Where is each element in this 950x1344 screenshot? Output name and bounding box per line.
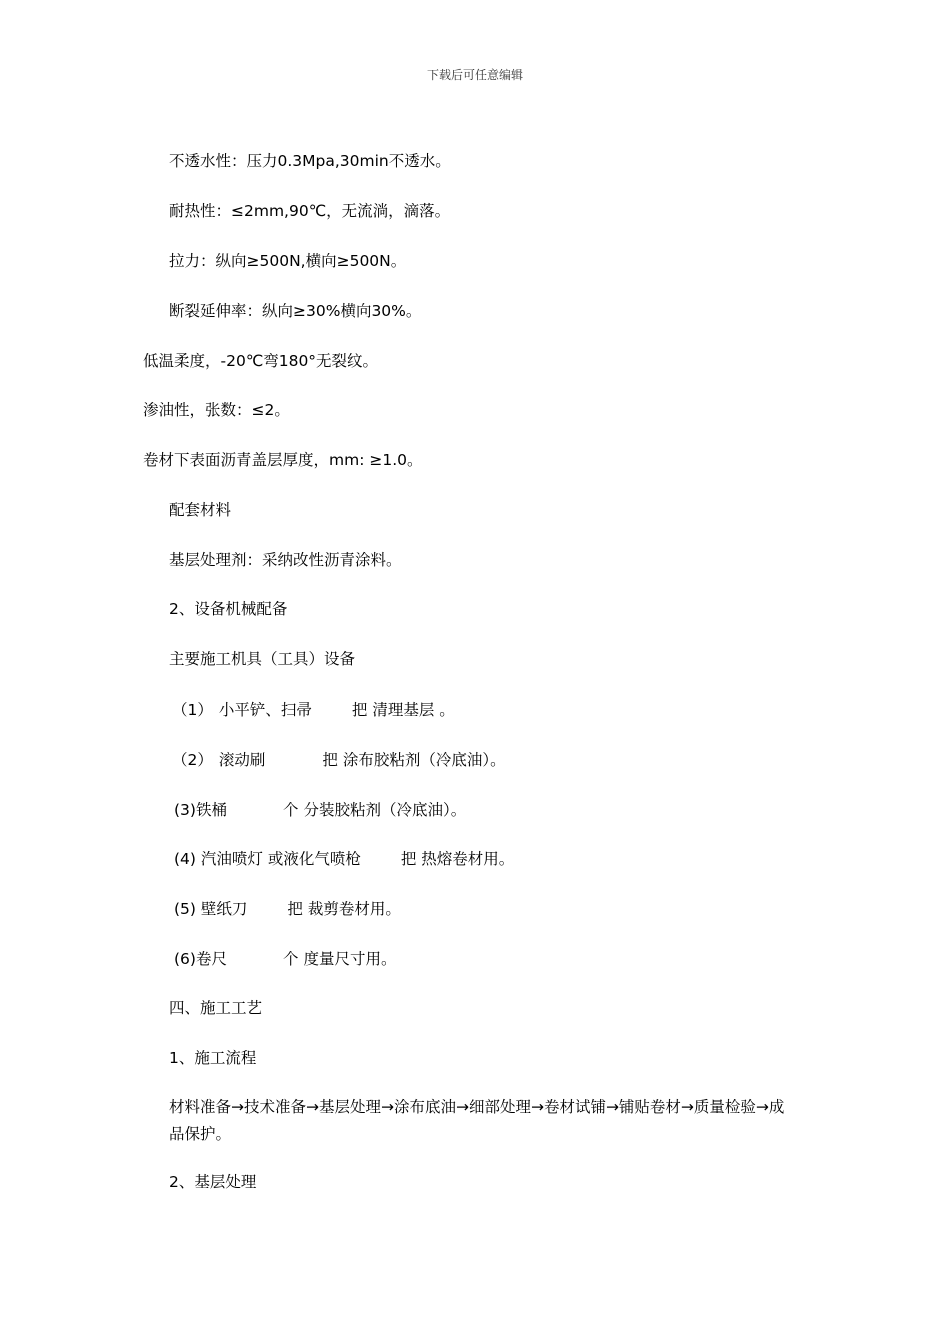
tool-number: (3): [174, 801, 196, 819]
elongation-line: 断裂延伸率：纵向≥30%横向30%。: [169, 302, 422, 320]
tool-unit: 把: [400, 850, 417, 868]
tensile-line: 拉力：纵向≥500N,横向≥500N。: [169, 252, 407, 270]
base-treatment-subsection-heading: 2、基层处理: [169, 1173, 257, 1191]
tool-number: （1）: [172, 701, 213, 719]
tool-unit: 个: [282, 950, 299, 968]
tool-unit: 把: [287, 900, 303, 918]
tool-use: 热熔卷材用。: [421, 850, 515, 868]
tool-use: 涂布胶粘剂（冷底油）。: [342, 751, 506, 769]
tool-name: 卷尺: [195, 950, 227, 968]
tool-item: [174, 898, 401, 920]
tool-number: (6): [174, 950, 196, 968]
tool-unit: 个: [282, 801, 299, 819]
tool-item: [172, 749, 506, 771]
tool-item: [174, 848, 514, 870]
tool-name: 汽油喷灯 或液化气喷枪: [200, 850, 361, 868]
tool-unit: 把: [351, 701, 368, 719]
tool-name: 滚动刷: [218, 751, 266, 769]
supporting-materials-heading: 配套材料: [169, 501, 232, 519]
low-temp-line: 低温柔度，-20℃弯180°无裂纹。: [143, 352, 379, 370]
tool-unit: 把: [322, 751, 338, 769]
tool-name: 铁桶: [195, 801, 227, 819]
flow-text: 材料准备→技术准备→基层处理→涂布底油→细部处理→卷材试铺→铺贴卷材→质量检验→成品保护。: [169, 1098, 785, 1143]
tool-name: 小平铲、扫帚: [218, 701, 312, 719]
impermeability-line: 不透水性：压力0.3Mpa,30min不透水。: [169, 152, 451, 170]
coating-thickness-line: 卷材下表面沥青盖层厚度，mm: ≥1.0。: [143, 451, 423, 469]
main-tools-heading: 主要施工机具（工具）设备: [169, 650, 356, 668]
primer-line: 基层处理剂：采纳改性沥青涂料。: [169, 551, 402, 569]
page-header: 下载后可任意编辑: [426, 68, 523, 82]
tool-item: [174, 799, 466, 821]
tool-number: （2）: [172, 751, 213, 769]
tool-number: (4): [174, 850, 196, 868]
flow-subsection-heading: 1、施工流程: [169, 1049, 257, 1067]
equipment-section-heading: 2、设备机械配备: [169, 600, 288, 618]
process-section-heading: 四、施工工艺: [169, 999, 263, 1017]
tool-use: 分装胶粘剂（冷底油）。: [303, 801, 467, 819]
heat-resistance-line: 耐热性：≤2mm,90℃，无流淌，滴落。: [169, 202, 451, 220]
tool-use: 度量尺寸用。: [303, 950, 397, 968]
tool-use: 清理基层 。: [372, 701, 455, 719]
tool-item: [172, 699, 455, 721]
tool-number: (5): [174, 900, 196, 918]
oil-seepage-line: 渗油性，张数：≤2。: [143, 401, 290, 419]
tool-use: 裁剪卷材用。: [307, 900, 401, 918]
flow-paragraph: [143, 1094, 793, 1148]
tool-item: [174, 948, 396, 970]
tool-name: 壁纸刀: [200, 900, 248, 918]
